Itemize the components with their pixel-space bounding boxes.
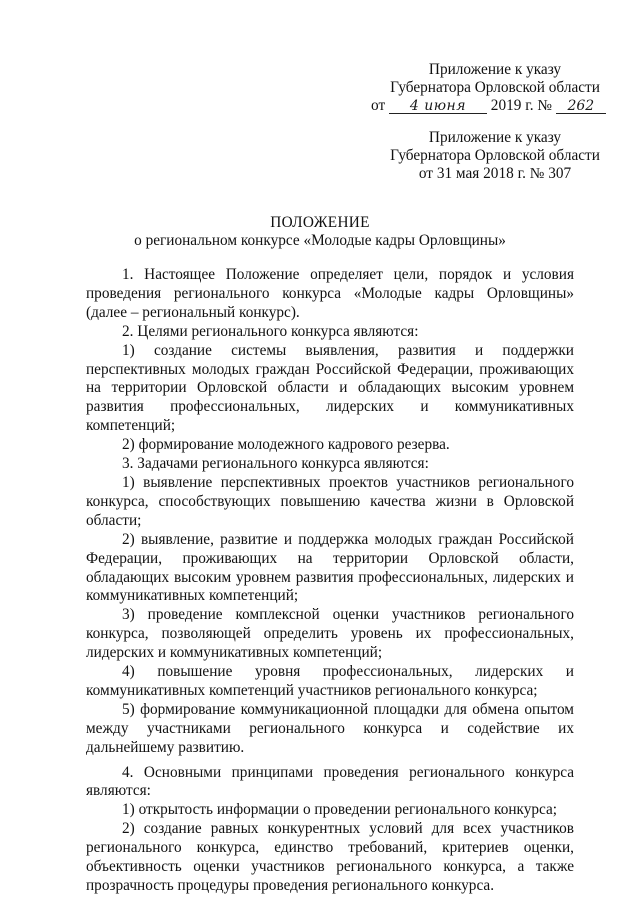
paragraph-3-item-1: 1) выявление перспективных проектов участников регионального конкурса, способствующих повышению качества жизни в Орловской области; xyxy=(86,473,574,529)
stamp-line-annex: Приложение к указу xyxy=(428,129,562,146)
document-heading xyxy=(0,214,640,250)
paragraph-3-item-4: 4) повышение уровня профессиональных, лидерских и коммуникативных компетенций участников регионального конкурса; xyxy=(86,663,574,699)
paragraph-4: 4. Основными принципами проведения регионального конкурса являются: xyxy=(86,763,574,800)
paragraph-3-item-5: 5) формирование коммуникационной площадки для обмена опытом между участниками регионального конкурса и содействие их дальнейшему развитию. xyxy=(86,700,574,756)
stamp-from-label: от xyxy=(371,97,386,114)
stamp-line-date: от 31 мая 2018 г. № 307 xyxy=(418,165,572,182)
paragraph-2-item-1: 1) создание системы выявления, развития и поддержки перспективных молодых граждан Российской Федерации, проживающих на территории Орловской области и обладающих высоким уровнем развития профессиональных, лидерских и коммуникативных компетенций; xyxy=(86,341,574,435)
paragraph-3-item-2: 2) выявление, развитие и поддержка молодых граждан Российской Федерации, проживающих на территории Орловской области, обладающих высоким уровнем развития профессиональных, лидерских и коммуникативных компетенций; xyxy=(86,530,574,605)
stamp-line-governor: Губернатора Орловской области xyxy=(390,79,600,96)
paragraph-3: 3. Задачами регионального конкурса являются: xyxy=(122,455,429,473)
stamp-year-number-label: 2019 г. № xyxy=(490,97,553,114)
document-title: ПОЛОЖЕНИЕ xyxy=(270,214,370,231)
paragraph-1: 1. Настоящее Положение определяет цели, порядок и условия проведения регионального конкурса «Молодые кадры Орловщины» (далее – региональный конкурс). xyxy=(86,266,574,321)
paragraph-3-item-3: 3) проведение комплексной оценки участников регионального конкурса, позволяющей определить уровень их профессиональных, лидерских и коммуникативных компетенций; xyxy=(86,606,574,662)
annex-stamp-current xyxy=(370,61,620,115)
stamp-line-governor: Губернатора Орловской области xyxy=(390,147,600,164)
document-subtitle: о региональном конкурсе «Молодые кадры Орловщины» xyxy=(134,232,506,249)
stamp-date-line xyxy=(370,97,620,115)
handwritten-number: 262 xyxy=(556,99,606,114)
paragraph-4-item-1: 1) открытость информации о проведении регионального конкурса; xyxy=(122,801,558,819)
stamp-line-annex: Приложение к указу xyxy=(428,61,562,78)
document-body xyxy=(86,266,574,896)
paragraph-2: 2. Целями регионального конкурса являются: xyxy=(122,322,419,340)
paragraph-4-item-2: 2) создание равных конкурентных условий для всех участников регионального конкурса, единство требований, критериев оценки, объективность оценки участников регионального конкурса, а также прозрачность процедуры проведения регионального конкурса. xyxy=(86,820,574,894)
paragraph-2-item-2: 2) формирование молодежного кадрового резерва. xyxy=(122,436,450,454)
handwritten-date: 4 июня xyxy=(389,99,487,114)
annex-stamp-original xyxy=(370,129,620,183)
